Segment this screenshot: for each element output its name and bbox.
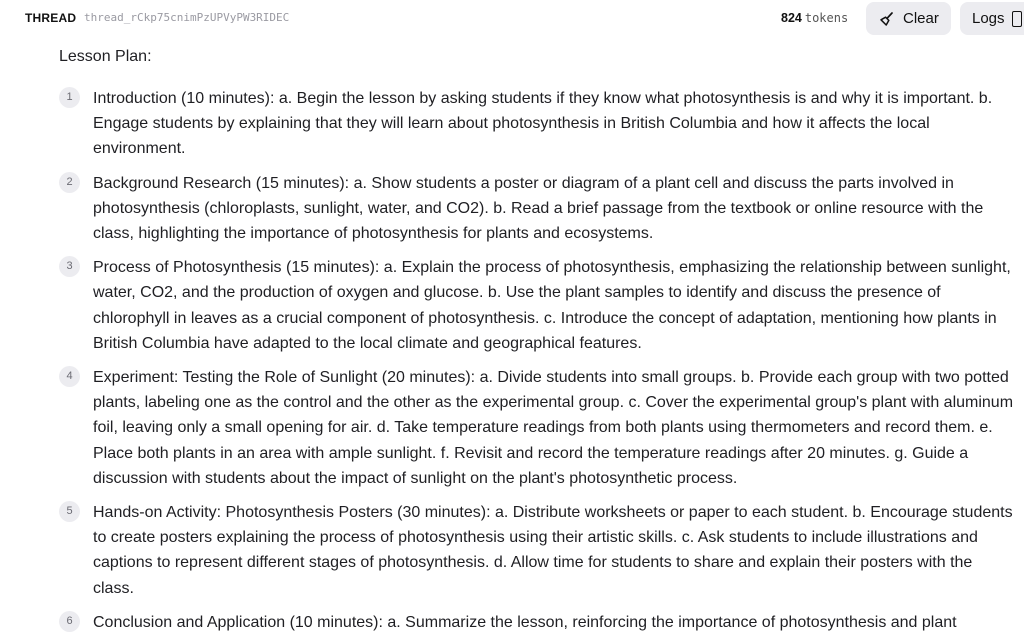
thread-label: THREAD (25, 11, 77, 25)
token-unit: tokens (804, 11, 849, 25)
list-item-text: Introduction (10 minutes): a. Begin the lesson by asking students if they know what photosynthesis is and why it is important. b. Engage students by explaining that they will learn about photosynthesis in British Columbia and how it affects the local environment. (93, 90, 993, 158)
list-item-text: Process of Photosynthesis (15 minutes): a. Explain the process of photosynthesis, emphasizing the relationship between sunlight, water, CO2, and the production of oxygen and glucose. b. Use the plant samples to identify and discuss the presence of chlorophyll in leaves as a crucial component of photosynthesis. c. Introduce the concept of adaptation, mentioning how plants in British Columbia have adapted to the local climate and geographical features. (93, 259, 1011, 352)
logs-button[interactable] (960, 2, 1024, 35)
lesson-plan-list (59, 86, 1014, 635)
list-number-badge: 2 (59, 172, 80, 193)
list-item (59, 171, 1014, 247)
list-number-badge: 5 (59, 501, 80, 522)
message-heading: Lesson Plan: (59, 48, 152, 65)
logs-button-label: Logs (972, 10, 1005, 27)
token-count: 824 (781, 11, 802, 25)
list-item (59, 365, 1014, 491)
list-item-text: Hands-on Activity: Photosynthesis Posters (30 minutes): a. Distribute worksheets or paper to each student. b. Encourage students to create posters explaining the process of photosynthesis using their artistic skills. c. Ask students to include illustrations and captions to represent different stages of photosynthesis. d. Allow time for students to share and explain their posters with the class. (93, 504, 1013, 597)
list-item (59, 500, 1014, 601)
panel-icon (1012, 11, 1022, 27)
thread-id: thread_rCkp75cnimPzUPVyPW3RIDEC (84, 11, 290, 24)
clear-button[interactable] (866, 2, 951, 35)
list-item (59, 255, 1014, 356)
list-number-badge: 3 (59, 256, 80, 277)
list-item (59, 86, 1014, 162)
broom-icon (879, 11, 895, 27)
list-number-badge: 6 (59, 611, 80, 632)
list-item-text: Background Research (15 minutes): a. Show students a poster or diagram of a plant cell and discuss the parts involved in photosynthesis (chloroplasts, sunlight, water, and CO2). b. Read a brief passage from the textbook or online resource with the class, highlighting the importance of photosynthesis for plants and ecosystems. (93, 174, 984, 243)
list-number-badge: 4 (59, 366, 80, 387)
top-bar (0, 0, 1024, 38)
clear-button-label: Clear (903, 10, 939, 27)
list-item (59, 610, 1014, 635)
message-content (59, 46, 1014, 644)
list-item-text: Conclusion and Application (10 minutes): a. Summarize the lesson, reinforcing the importance of photosynthesis and plant (93, 613, 957, 631)
list-item-text: Experiment: Testing the Role of Sunlight (20 minutes): a. Divide students into small groups. b. Provide each group with two potted plants, labeling one as the control and the other as the experimental group. c. Cover the experimental group's plant with aluminum foil, leaving only a small opening for air. d. Take temperature readings from both plants using thermometers and record them. e. Place both plants in an area with ample sunlight. f. Revisit and record the temperature readings after 20 minutes. g. Guide a discussion with students about the impact of sunlight on the plant's photosynthetic process. (93, 369, 1014, 487)
token-counter (781, 11, 848, 25)
list-number-badge: 1 (59, 87, 80, 108)
